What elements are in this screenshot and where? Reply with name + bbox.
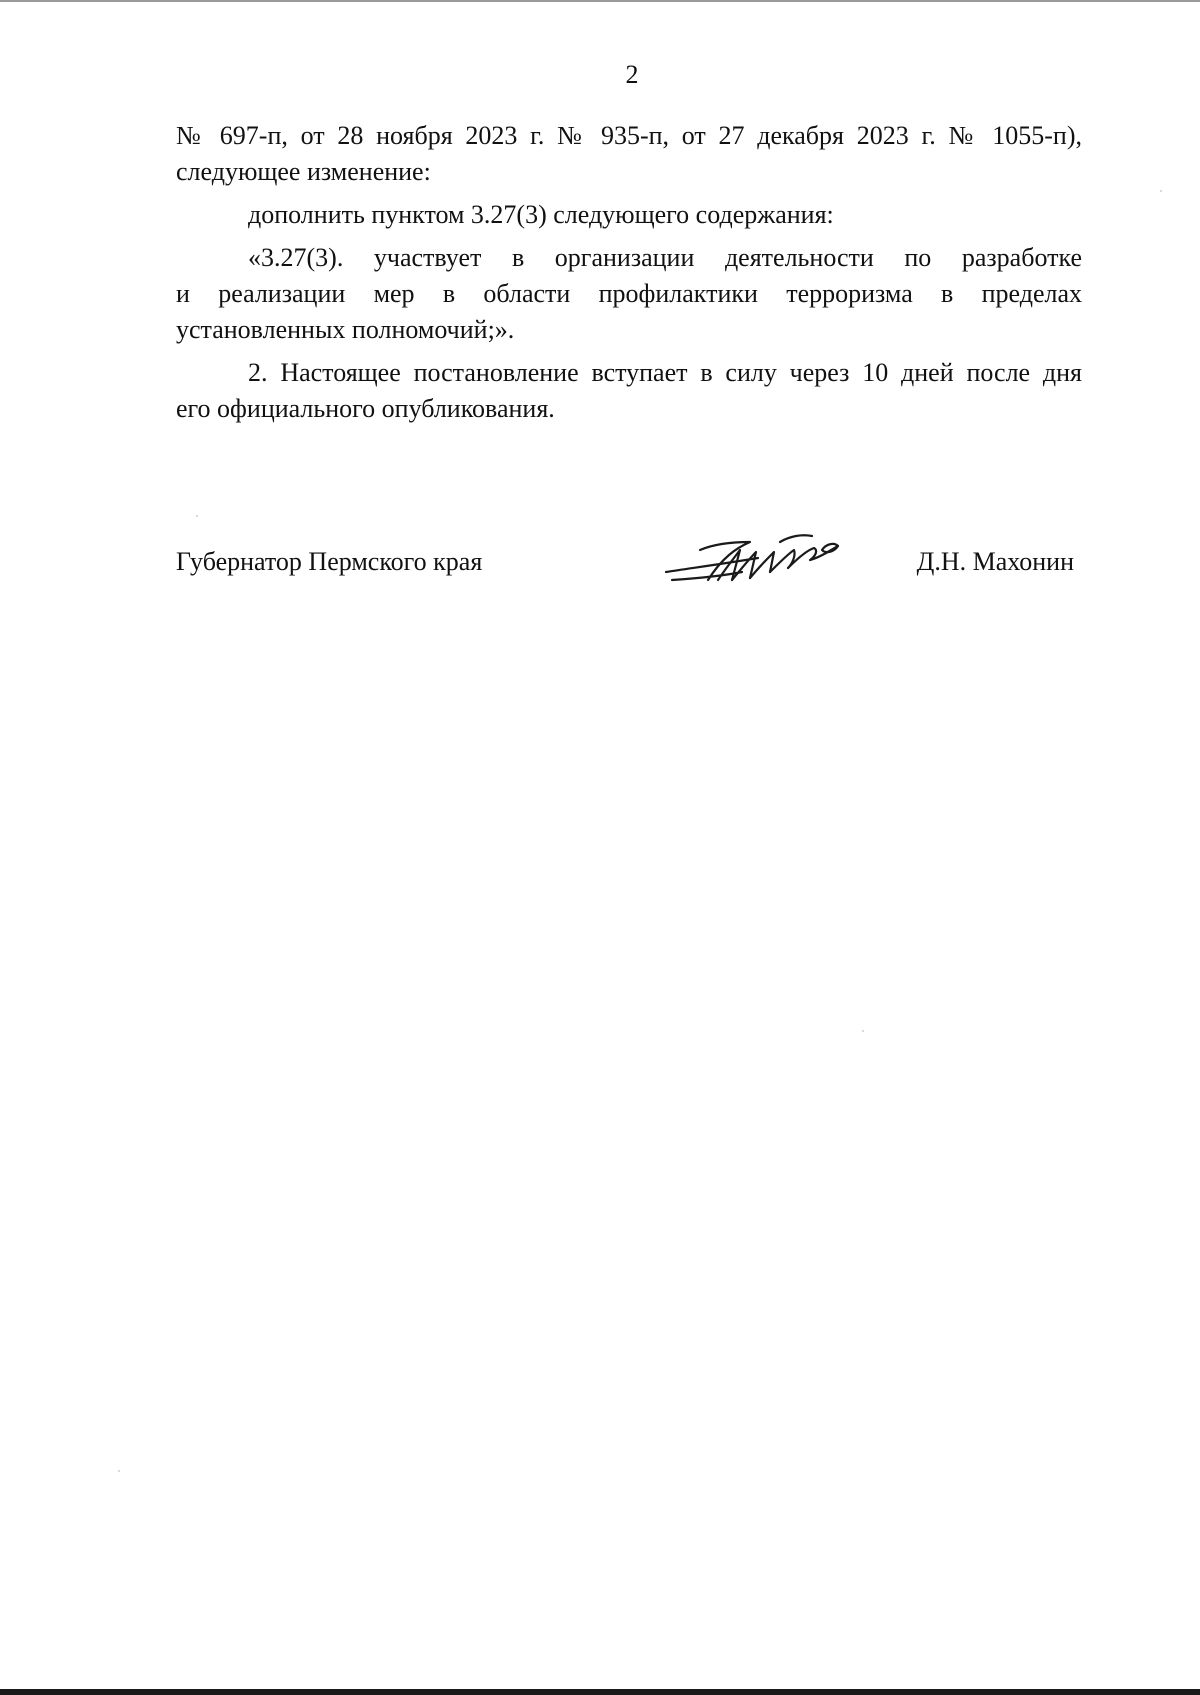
paragraph-1-line-2: следующее изменение: (176, 157, 431, 186)
paragraph-2-line-1: дополнить пунктом 3.27(3) следующего содержания: (248, 200, 834, 229)
scan-speck (862, 1030, 864, 1032)
handwritten-signature (662, 528, 852, 598)
scan-top-edge (0, 0, 1200, 2)
scan-bottom-edge (0, 1689, 1200, 1695)
scan-speck (196, 515, 198, 517)
paragraph-1-line-1: № 697-п, от 28 ноября 2023 г. № 935-п, от 27 декабря 2023 г. № 1055-п), (176, 121, 1082, 150)
scan-speck (118, 1470, 120, 1472)
paragraph-3-line-3: установленных полномочий;». (176, 315, 515, 344)
signatory-title: Губернатор Пермского края (176, 547, 483, 576)
document-body (176, 118, 1082, 427)
paragraph-4-line-1: 2. Настоящее постановление вступает в силу через 10 дней после дня (248, 358, 1082, 387)
paragraph-3-line-2: и реализации мер в области профилактики терроризма в пределах (176, 279, 1082, 308)
signatory-name: Д.Н. Махонин (916, 547, 1074, 576)
signature-block (176, 540, 1082, 600)
paragraph-4-line-2: его официального опубликования. (176, 394, 555, 423)
paragraph-3-line-1: «3.27(3). участвует в организации деятельности по разработке (248, 243, 1082, 272)
scan-speck (1160, 190, 1162, 192)
page-number: 2 (625, 60, 639, 89)
